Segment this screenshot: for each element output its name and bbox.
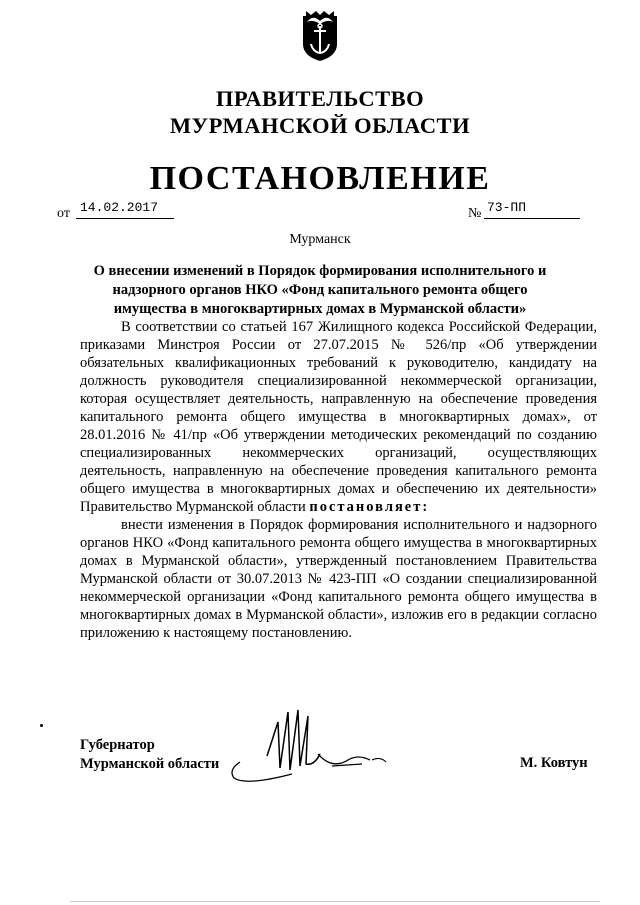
coat-of-arms-icon	[301, 10, 339, 62]
margin-dot	[40, 724, 43, 727]
city-name: Мурманск	[289, 232, 351, 247]
document-type-title: ПОСТАНОВЛЕНИЕ	[149, 160, 491, 197]
number-prefix: №	[468, 206, 482, 221]
signatory-title-line1: Губернатор	[80, 737, 155, 753]
signatory-title	[80, 736, 219, 774]
government-name-line1: ПРАВИТЕЛЬСТВО	[215, 86, 425, 111]
document-body	[80, 318, 597, 642]
signatory-title-line2: Мурманской области	[80, 756, 220, 772]
body-paragraph-2: внести изменения в Порядок формирования исполнительного и надзорного органов НКО «Фонд капитального ремонта общего имущества в многоквартирных домах в Мурманской области», утвержденный постановлением Правительства Мурманской области от 30.07.2013 № 423-ПП «О создании специализированной некоммерческой организации «Фонд капитального ремонта общего имущества в многоквартирных домах в Мурманской области», изложив его в редакции согласно приложению к настоящему постановлению.	[80, 517, 597, 641]
date-prefix: от	[57, 206, 70, 221]
resolution-keyword: постановляет:	[309, 499, 430, 515]
document-subject: О внесении изменений в Порядок формирования исполнительного и надзорного органов НКО «Фонд капитального ремонта общего имущества в многоквартирных домах в Мурманской области»	[93, 263, 547, 317]
handwritten-signature	[222, 704, 412, 789]
body-paragraph-1	[80, 318, 597, 516]
footer-divider	[70, 901, 600, 902]
signatory-name: М. Ковтун	[520, 755, 588, 771]
paragraph-1-text: В соответствии со статьей 167 Жилищного кодекса Российской Федерации, приказами Минстроя России от 27.07.2015 № 526/пр «Об утверждении обязательных квалификационных требований к руководителю, кандидату на должность руководителя специализированной некоммерческой организации, которая осуществляет деятельность, направленную на обеспечение проведения капитального ремонта общего имущества в многоквартирных домах», от 28.01.2016 № 41/пр «Об утверждении методических рекомендаций по созданию специализированных некоммерческих организаций, осуществляющих деятельность, направленную на обеспечение проведения капитального ремонта общего имущества в многоквартирных домах и обеспечению их деятельности» Правительство Мурманской области	[80, 319, 597, 515]
document-date: 14.02.2017	[76, 200, 174, 219]
document-number: 73-ПП	[484, 200, 580, 219]
government-name-line2: МУРМАНСКОЙ ОБЛАСТИ	[169, 113, 471, 138]
